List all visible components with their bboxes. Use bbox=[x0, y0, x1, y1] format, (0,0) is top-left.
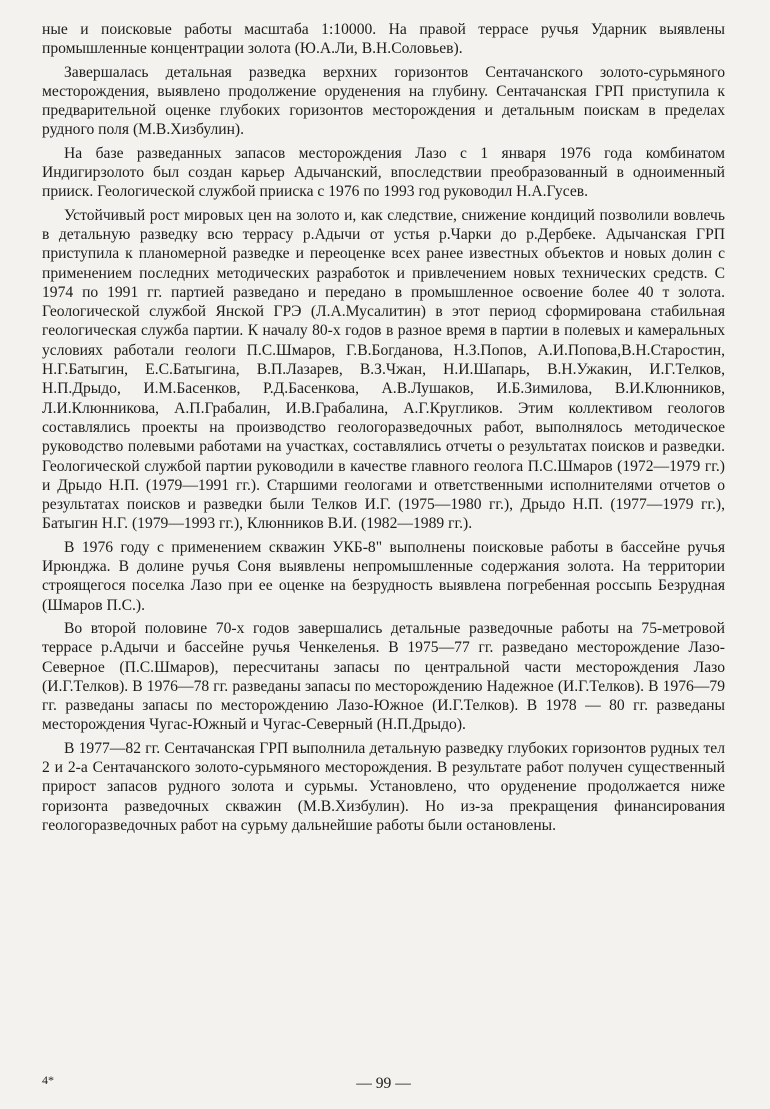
paragraph: В 1976 году с применением скважин УКБ-8" выполнены поисковые работы в бассейне ручья Ирюнджа. В долине ручья Соня выявлены непромышленные содержания золота. На территории строящегося поселка Лазо при ее оценке на безрудность выявлена погребенная россыпь Безрудная (Шмаров П.С.). bbox=[42, 538, 725, 614]
page-body bbox=[42, 20, 725, 839]
paragraph: В 1977—82 гг. Сентачанская ГРП выполнила детальную разведку глубоких горизонтов рудных тел 2 и 2-а Сентачанского золото-сурьмяного месторождения. В результате работ получен существенный прирост запасов рудного золота и сурьмы. Установлено, что оруденение продолжается ниже горизонта разведочных скважин (М.В.Хизбулин). Но из-за прекращения финансирования геологоразведочных работ на сурьму дальнейшие работы были остановлены. bbox=[42, 739, 725, 834]
paragraph: На базе разведанных запасов месторождения Лазо с 1 января 1976 года комбинатом Индигирзолото был создан карьер Адычанский, впоследствии преобразованный в одноименный прииск. Геологической службой прииска с 1976 по 1993 год руководил Н.А.Гусев. bbox=[42, 144, 725, 201]
paragraph: ные и поисковые работы масштаба 1:10000. На правой террасе ручья Ударник выявлены промышленные концентрации золота (Ю.А.Ли, В.Н.Соловьев). bbox=[42, 21, 725, 58]
page-footer bbox=[42, 1075, 725, 1095]
page-number: — 99 — bbox=[356, 1075, 411, 1092]
paragraph: Завершалась детальная разведка верхних горизонтов Сентачанского золото-сурьмяного месторождения, выявлено продолжение оруденения на глубину. Сентачанская ГРП приступила к предварительной оценке глубоких горизонтов месторождения и детальным поискам в пределах рудного поля (М.В.Хизбулин). bbox=[42, 63, 725, 139]
paragraph: Во второй половине 70-х годов завершались детальные разведочные работы на 75-метровой террасе р.Адычи и бассейне ручья Ченкеленья. В 1975—77 гг. разведано месторождение Лазо-Северное (П.С.Шмаров), пересчитаны запасы по центральной части месторождения Лазо (И.Г.Телков). В 1976—78 гг. разведаны запасы по месторождению Надежное (И.Г.Телков). В 1976—79 гг. разведаны запасы по месторождению Лазо-Южное (И.Г.Телков). В 1978 — 80 гг. разведаны месторождения Чугас-Южный и Чугас-Северный (Н.П.Дрыдо). bbox=[42, 619, 725, 734]
signature-mark: 4* bbox=[42, 1073, 54, 1087]
paragraph: Устойчивый рост мировых цен на золото и, как следствие, снижение кондиций позволили вовлечь в детальную разведку всю террасу р.Адычи от устья р.Чарки до р.Дербеке. Адычанская ГРП приступила к планомерной разведке и переоценке всех ранее известных объектов и новых долин с применением последних методических разработок и привлечением новых технических средств. С 1974 по 1991 гг. партией разведано и передано в промышленное освоение более 40 т золота. Геологической службой Янской ГРЭ (Л.А.Мусалитин) в этот период сформирована стабильная геологическая служба партии. К началу 80-х годов в разное время в партии в полевых и камеральных условиях работали геологи П.С.Шмаров, Г.В.Богданова, Н.З.Попов, А.И.Попова,В.Н.Старостин, Н.Г.Батыгин, Е.С.Батыгина, В.П.Лазарев, В.З.Чжан, Н.И.Шапарь, В.Н.Ужакин, И.Г.Телков, Н.П.Дрыдо, И.М.Басенков, Р.Д.Басенкова, А.В.Лушаков, И.Б.Зимилова, В.И.Клюнников, Л.И.Клюнникова, А.П.Грабалин, И.В.Грабалина, А.Г.Кругликов. Этим коллективом геологов составлялись проекты на производство геологоразведочных работ, выполнялось методическое руководство полевыми работами на участках, составлялись отчеты о результатах поисков и разведки. Геологической службой партии руководили в качестве главного геолога П.С.Шмаров (1972—1979 гг.) и Дрыдо Н.П. (1979—1991 гг.). Старшими геологами и ответственными исполнителями отчетов о результатах поисков и разведки были Телков И.Г. (1975—1980 гг.), Дрыдо Н.П. (1977—1979 гг.), Батыгин Н.Г. (1979—1993 гг.), Клюнников В.И. (1982—1989 гг.). bbox=[42, 206, 725, 533]
